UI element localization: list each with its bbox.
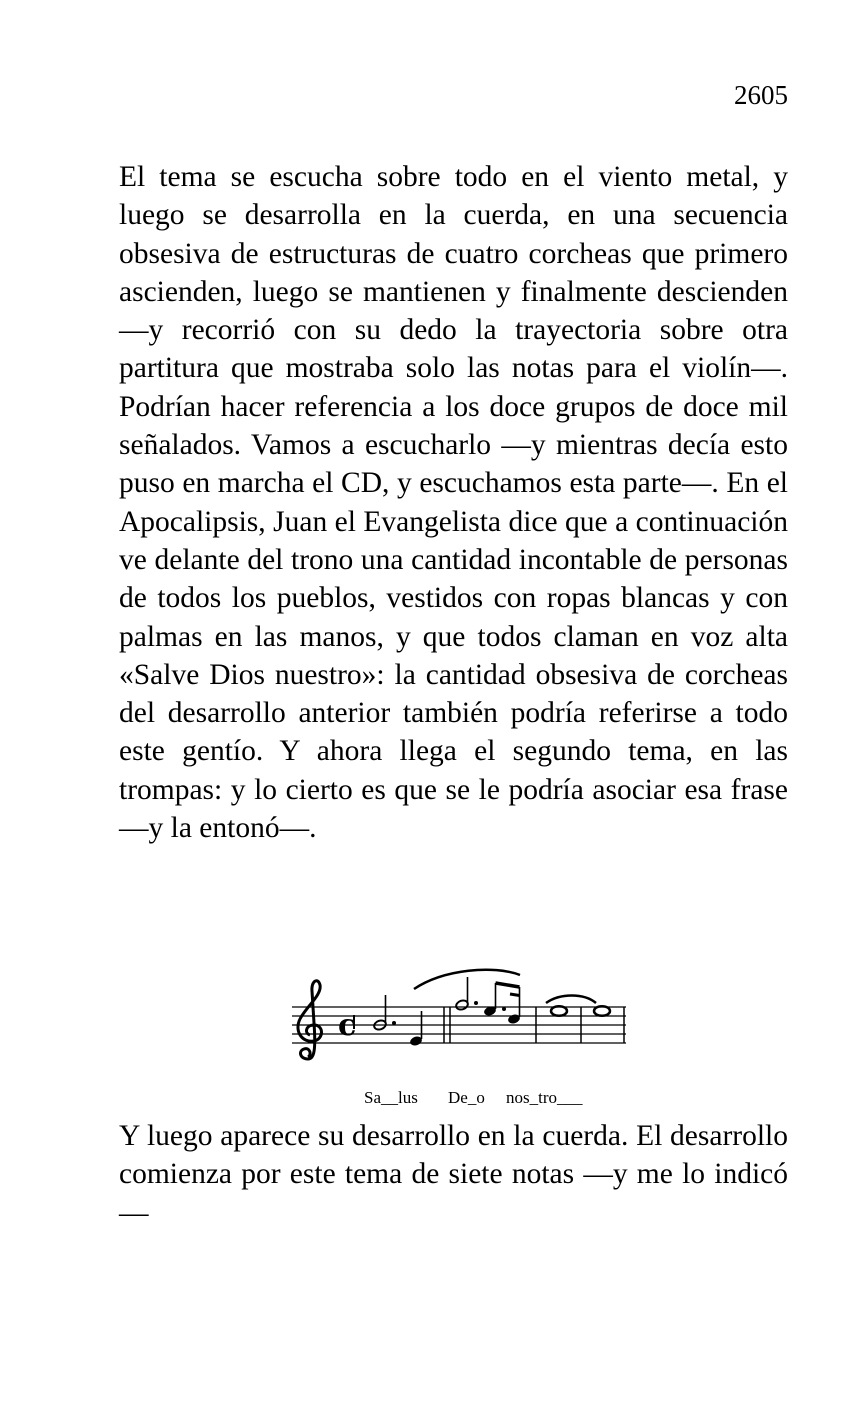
common-time-icon: c [338,1008,357,1043]
note-dotted-eighth-sixteenth [483,983,521,1025]
body-paragraph-2: Y luego aparece su desarrollo en la cuerda. El desarrollo comienza por este tema de siete notas —y me lo indicó— [119,1120,788,1229]
music-score-figure [284,963,634,1113]
note-dotted-half-2 [455,977,478,1011]
tie-arc [546,996,596,1004]
music-staff-svg [284,963,634,1113]
page-number: 2605 [734,80,788,110]
lyric-3: nos_tro___ [506,1088,583,1107]
note-dotted-half-1 [373,995,396,1031]
lyric-1: Sa__lus [364,1088,418,1107]
treble-clef-icon [298,981,322,1059]
lyric-2: De_o [448,1088,485,1107]
body-paragraph-1: El tema se escucha sobre todo en el viento metal, y luego se desarrolla en la cuerda, en una secuencia obsesiva de estructuras de cuatro corcheas que primero ascienden, luego se mantienen y finalmente descienden —y recorrió con su dedo la trayectoria sobre otra partitura que mostraba solo las notas para el violín—. Podrían hacer referencia a los doce grupos de doce mil señalados. Vamos a escucharlo —y mientras decía esto puso en marcha el CD, y escuchamos esta parte—. En el Apocalipsis, Juan el Evangelista dice que a continuación ve delante del trono una cantidad incontable de personas de todos los pueblos, vestidos con ropas blancas y con palmas en las manos, y que todos claman en voz alta «Salve Dios nuestro»: la cantidad obsesiva de corcheas del desarrollo anterior también podría referirse a todo este gentío. Y ahora llega el segundo tema, en las trompas: y lo cierto es que se le podría asociar esa frase —y la entonó—. [119,161,788,845]
